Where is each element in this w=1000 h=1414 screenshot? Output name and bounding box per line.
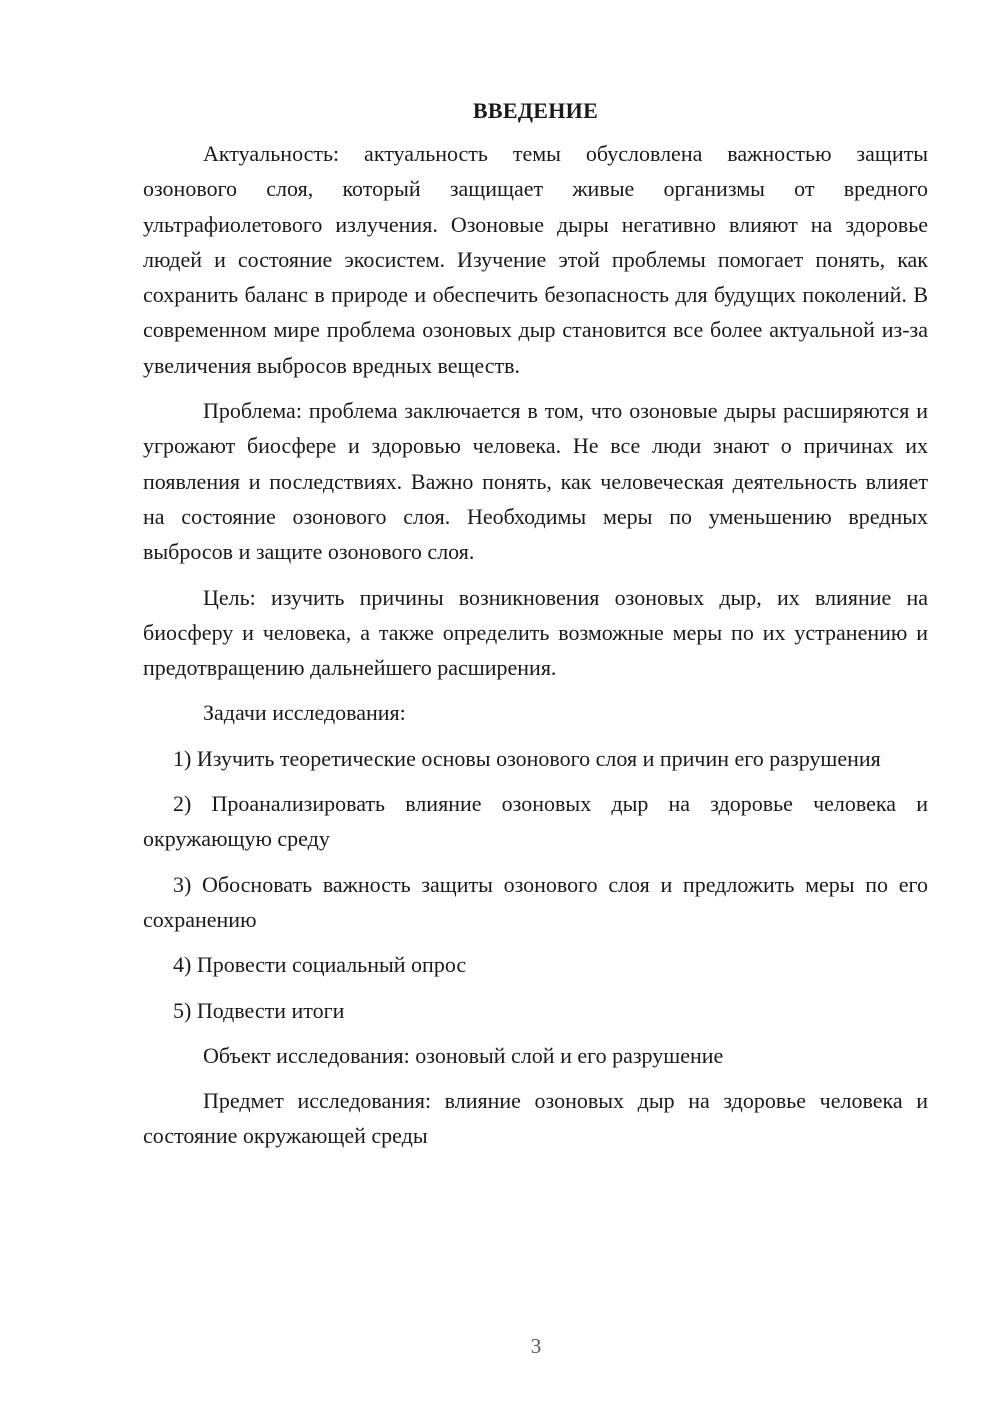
task-item-5: 5) Подвести итоги: [173, 997, 345, 1023]
goal-paragraph: Цель: изучить причины возникновения озоновых дыр, их влияние на биосферу и человека, а также определить возможные меры по их устранению и предотвращению дальнейшего расширения.: [143, 584, 928, 681]
object-paragraph: Объект исследования: озоновый слой и его разрушение: [203, 1042, 724, 1068]
task-item-3: 3) Обосновать важность защиты озонового слоя и предложить меры по его сохранению: [143, 871, 928, 932]
task-item-1: 1) Изучить теоретические основы озонового слоя и причин его разрушения: [173, 745, 881, 771]
page-number: 3: [530, 1334, 542, 1358]
subject-paragraph: Предмет исследования: влияние озоновых дыр на здоровье человека и состояние окружающей среды: [143, 1088, 928, 1149]
section-title: ВВЕДЕНИЕ: [472, 98, 599, 123]
page-content: [143, 96, 928, 1164]
relevance-paragraph: Актуальность: актуальность темы обусловлена важностью защиты озонового слоя, который защищает живые организмы от вредного ультрафиолетового излучения. Озоновые дыры негативно влияют на здоровье людей и состояние экосистем. Изучение этой проблемы помогает понять, как сохранить баланс в природе и обеспечить безопасность для будущих поколений. В современном мире проблема озоновых дыр становится все более актуальной из-за увеличения выбросов вредных веществ.: [143, 141, 928, 378]
task-item-2: 2) Проанализировать влияние озоновых дыр на здоровье человека и окружающую среду: [143, 791, 928, 852]
problem-paragraph: Проблема: проблема заключается в том, что озоновые дыры расширяются и угрожают биосфере и здоровью человека. Не все люди знают о причинах их появления и последствиях. Важно понять, как человеческая деятельность влияет на состояние озонового слоя. Необходимы меры по уменьшению вредных выбросов и защите озонового слоя.: [143, 398, 928, 565]
task-item-4: 4) Провести социальный опрос: [173, 952, 467, 978]
tasks-heading: Задачи исследования:: [203, 700, 406, 726]
